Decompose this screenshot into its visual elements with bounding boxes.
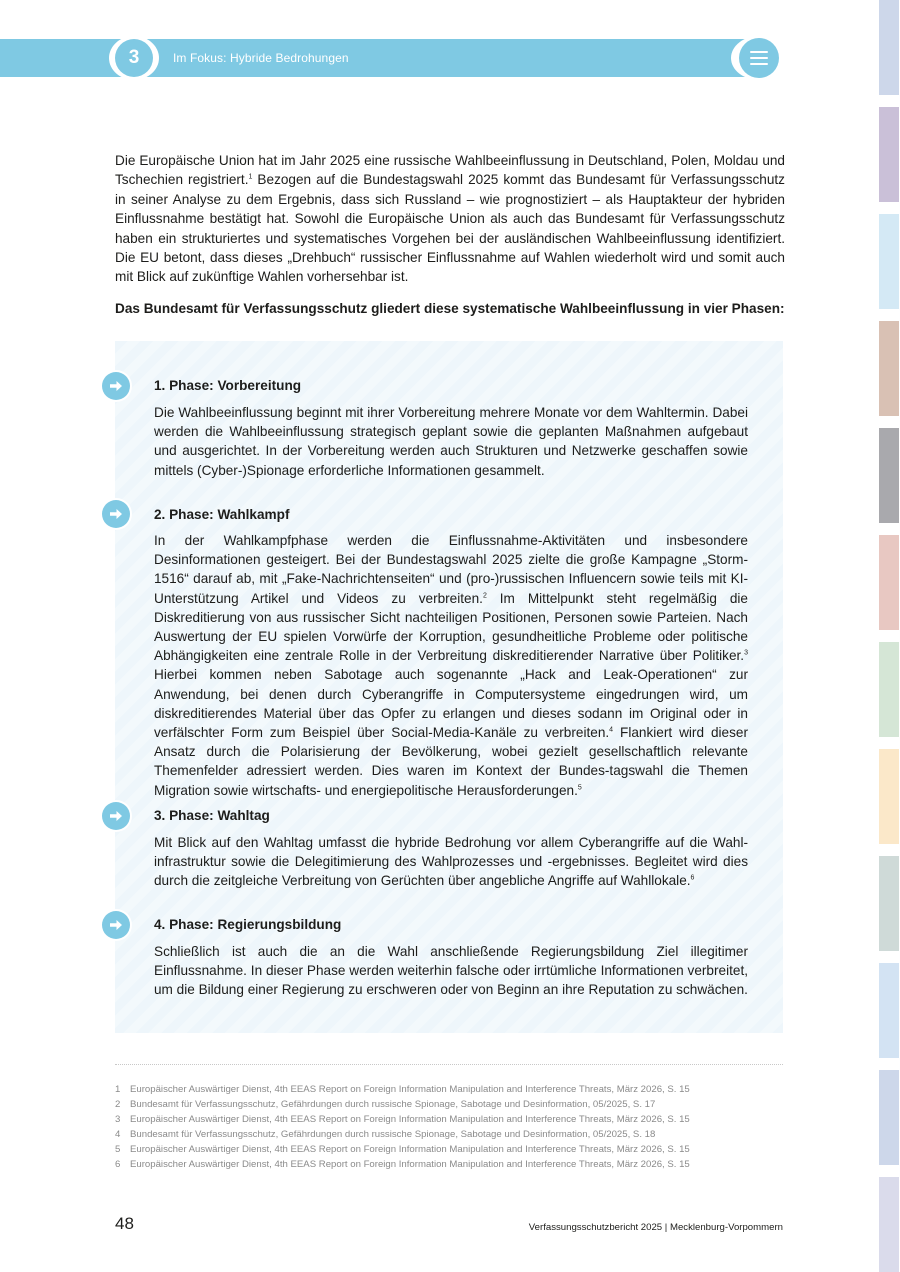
arrow-right-icon (102, 372, 130, 400)
footnote-divider (115, 1064, 783, 1065)
arrow-right-icon (102, 802, 130, 830)
side-tab-6[interactable] (879, 535, 899, 630)
footnote: 4 Bundesamt für Verfassungsschutz, Gefährdungen durch russische Spionage, Sabotage und Desinformation, 05/2025, S. 18 (115, 1129, 656, 1141)
footnote-ref: 4 (609, 726, 614, 734)
side-tab-12[interactable] (879, 1177, 899, 1272)
phase-text: In der Wahlkampfphase werden die Einflussnahme-Aktivitäten und insbesondere Desinformationen gesteigert. Bei der Bundestagswahl 2025 zielte die große Kampagne „Storm-1516“ darauf ab, mit „Fake-Nachrichtenseiten“ und (pro-)russischen Influencern sowie teils mit KI-Unterstützung Artikel und Videos zu verbreiten.$^2$ Im Mittelpunkt steht regelmäßig die Diskreditierung von aus russischer Sicht nachteiligen Positionen, Personen sowie Parteien. Nach Auswertung der EU spielen Vorwürfe der Korruption, gesundheitliche Probleme oder politische Abhängigkeiten eine zentrale Rolle in der Verbreitung diskreditierender Narrative über Politiker.$^3$ Hierbei kommen neben Sabotage auch sogenannte „Hack and Leak-Operationen“ zur Anwendung, bei denen durch Cyberangriffe in Computersysteme eingedrungen wird, um diskreditierendes Material über das Opfer zu erlangen und dieses sodann im Original oder in verfälschter Form zum Beispiel über Social-Media-Kanäle zu verbreiten.$^4$ Flankiert wird dieser Ansatz durch die Polarisierung der Bevölkerung, wobei gezielt gesellschaftlich relevante Themenfelder adressiert werden. Dies waren im Kontext der Bundes-tagswahl die Themen Migration sowie wirtschafts- und energiepolitische Herausforderungen.$^5$ (154, 533, 748, 798)
phase-title: 4. Phase: Regierungsbildung (154, 917, 342, 932)
chapter-title: Im Fokus: Hybride Bedrohungen (173, 51, 349, 65)
side-tab-4[interactable] (879, 321, 899, 416)
footnote-ref: 6 (690, 874, 695, 882)
phase-title: 2. Phase: Wahlkampf (154, 507, 290, 522)
intro-paragraph: Die Europäische Union hat im Jahr 2025 eine russische Wahlbeeinflussung in Deutschland, Polen, Moldau und Tschechien registriert.$^1$ Bezogen auf die Bundestagswahl 2025 kommt das Bundesamt für Verfassungsschutz in seiner Analyse zu dem Ergebnis, dass sich Russland – wie prognostiziert – als Hauptakteur der hybriden Einflussnahme bestätigt hat. Sowohl die Europäische Union als auch das Bundesamt für Verfassungsschutz haben ein strukturiertes und systematisches Vorgehen bei der ausländischen Wahlbeeinflussung identifiziert. Die EU betont, dass dieses „Drehbuch“ russischer Einflussnahme auf Wahlen wiederholt wird und somit auch mit Blick auf zukünftige Wahlen vorhersehbar ist. (115, 153, 785, 285)
footnote-ref: 1 (248, 173, 253, 181)
side-tab-2[interactable] (879, 107, 899, 202)
phase-text: Schließlich ist auch die an die Wahl anschließende Regierungsbildung Ziel illegitimer Einflussnahme. In dieser Phase werden weiterhin falsche oder irrtümliche Informationen verbreitet, um die Bildung einer Regierung zu erschweren oder von Beginn an ihre Reputation zu schwächen. (154, 944, 748, 998)
footer-info: Verfassungsschutzbericht 2025 | Mecklenburg-Vorpommern (528, 1222, 783, 1233)
phase-text: Die Wahlbeeinflussung beginnt mit ihrer Vorbereitung mehrere Monate vor dem Wahltermin. Dabei werden die Wahlbeeinflussung strategisch geplant sowie die geplanten Maßnahmen aufgebaut und ausgerichtet. In der Vorbereitung werden auch Strukturen und Netzwerke geschaffen sowie mittels (Cyber-)Spionage erforderliche Informationen gesammelt. (154, 405, 748, 478)
footnote: 5 Europäischer Auswärtiger Dienst, 4th EEAS Report on Foreign Information Manipulation and Interference Threats, März 2026, S. 15 (115, 1144, 690, 1156)
arrow-right-icon (102, 500, 130, 528)
side-tab-10[interactable] (879, 963, 899, 1058)
phase-text: Mit Blick auf den Wahltag umfasst die hybride Bedrohung vor allem Cyberangriffe auf die Wahl-infrastruktur sowie die Delegitimierung des Wahlprozesses und -ergebnisses. Begleitet wird dies durch die zeitgleiche Verbreitung von Gerüchten über angebliche Angriffe auf Wahllokale.$^6$ (154, 835, 748, 889)
chapter-number: 3 (115, 39, 153, 77)
page-number: 48 (115, 1214, 134, 1233)
side-tab-7[interactable] (879, 642, 899, 737)
phase-title: 1. Phase: Vorbereitung (154, 378, 302, 393)
menu-button[interactable] (731, 36, 787, 80)
lead-sentence: Das Bundesamt für Verfassungsschutz gliedert diese systematische Wahlbeeinflussung in vier Phasen: (115, 301, 785, 316)
footnotes (115, 1082, 795, 1173)
footnote: 6 Europäischer Auswärtiger Dienst, 4th EEAS Report on Foreign Information Manipulation and Interference Threats, März 2026, S. 15 (115, 1159, 690, 1171)
hamburger-menu-icon (739, 38, 779, 78)
side-tab-5[interactable] (879, 428, 899, 523)
side-tab-9[interactable] (879, 856, 899, 951)
footnote-ref: 3 (744, 649, 748, 657)
footnote: 2 Bundesamt für Verfassungsschutz, Gefährdungen durch russische Spionage, Sabotage und Desinformation, 05/2025, S. 17 (115, 1099, 656, 1111)
footnote-ref: 2 (482, 592, 487, 600)
arrow-right-icon (102, 911, 130, 939)
side-tab-8[interactable] (879, 749, 899, 844)
footnote-ref: 5 (577, 784, 582, 792)
footnote: 1 Europäischer Auswärtiger Dienst, 4th EEAS Report on Foreign Information Manipulation and Interference Threats, März 2026, S. 15 (115, 1084, 690, 1095)
side-tab-1[interactable] (879, 0, 899, 95)
side-tab-11[interactable] (879, 1070, 899, 1165)
chapter-badge[interactable] (109, 36, 159, 80)
side-tab-3[interactable] (879, 214, 899, 309)
phase-title: 3. Phase: Wahltag (154, 808, 270, 823)
footnote: 3 Europäischer Auswärtiger Dienst, 4th EEAS Report on Foreign Information Manipulation and Interference Threats, März 2026, S. 15 (115, 1114, 690, 1126)
